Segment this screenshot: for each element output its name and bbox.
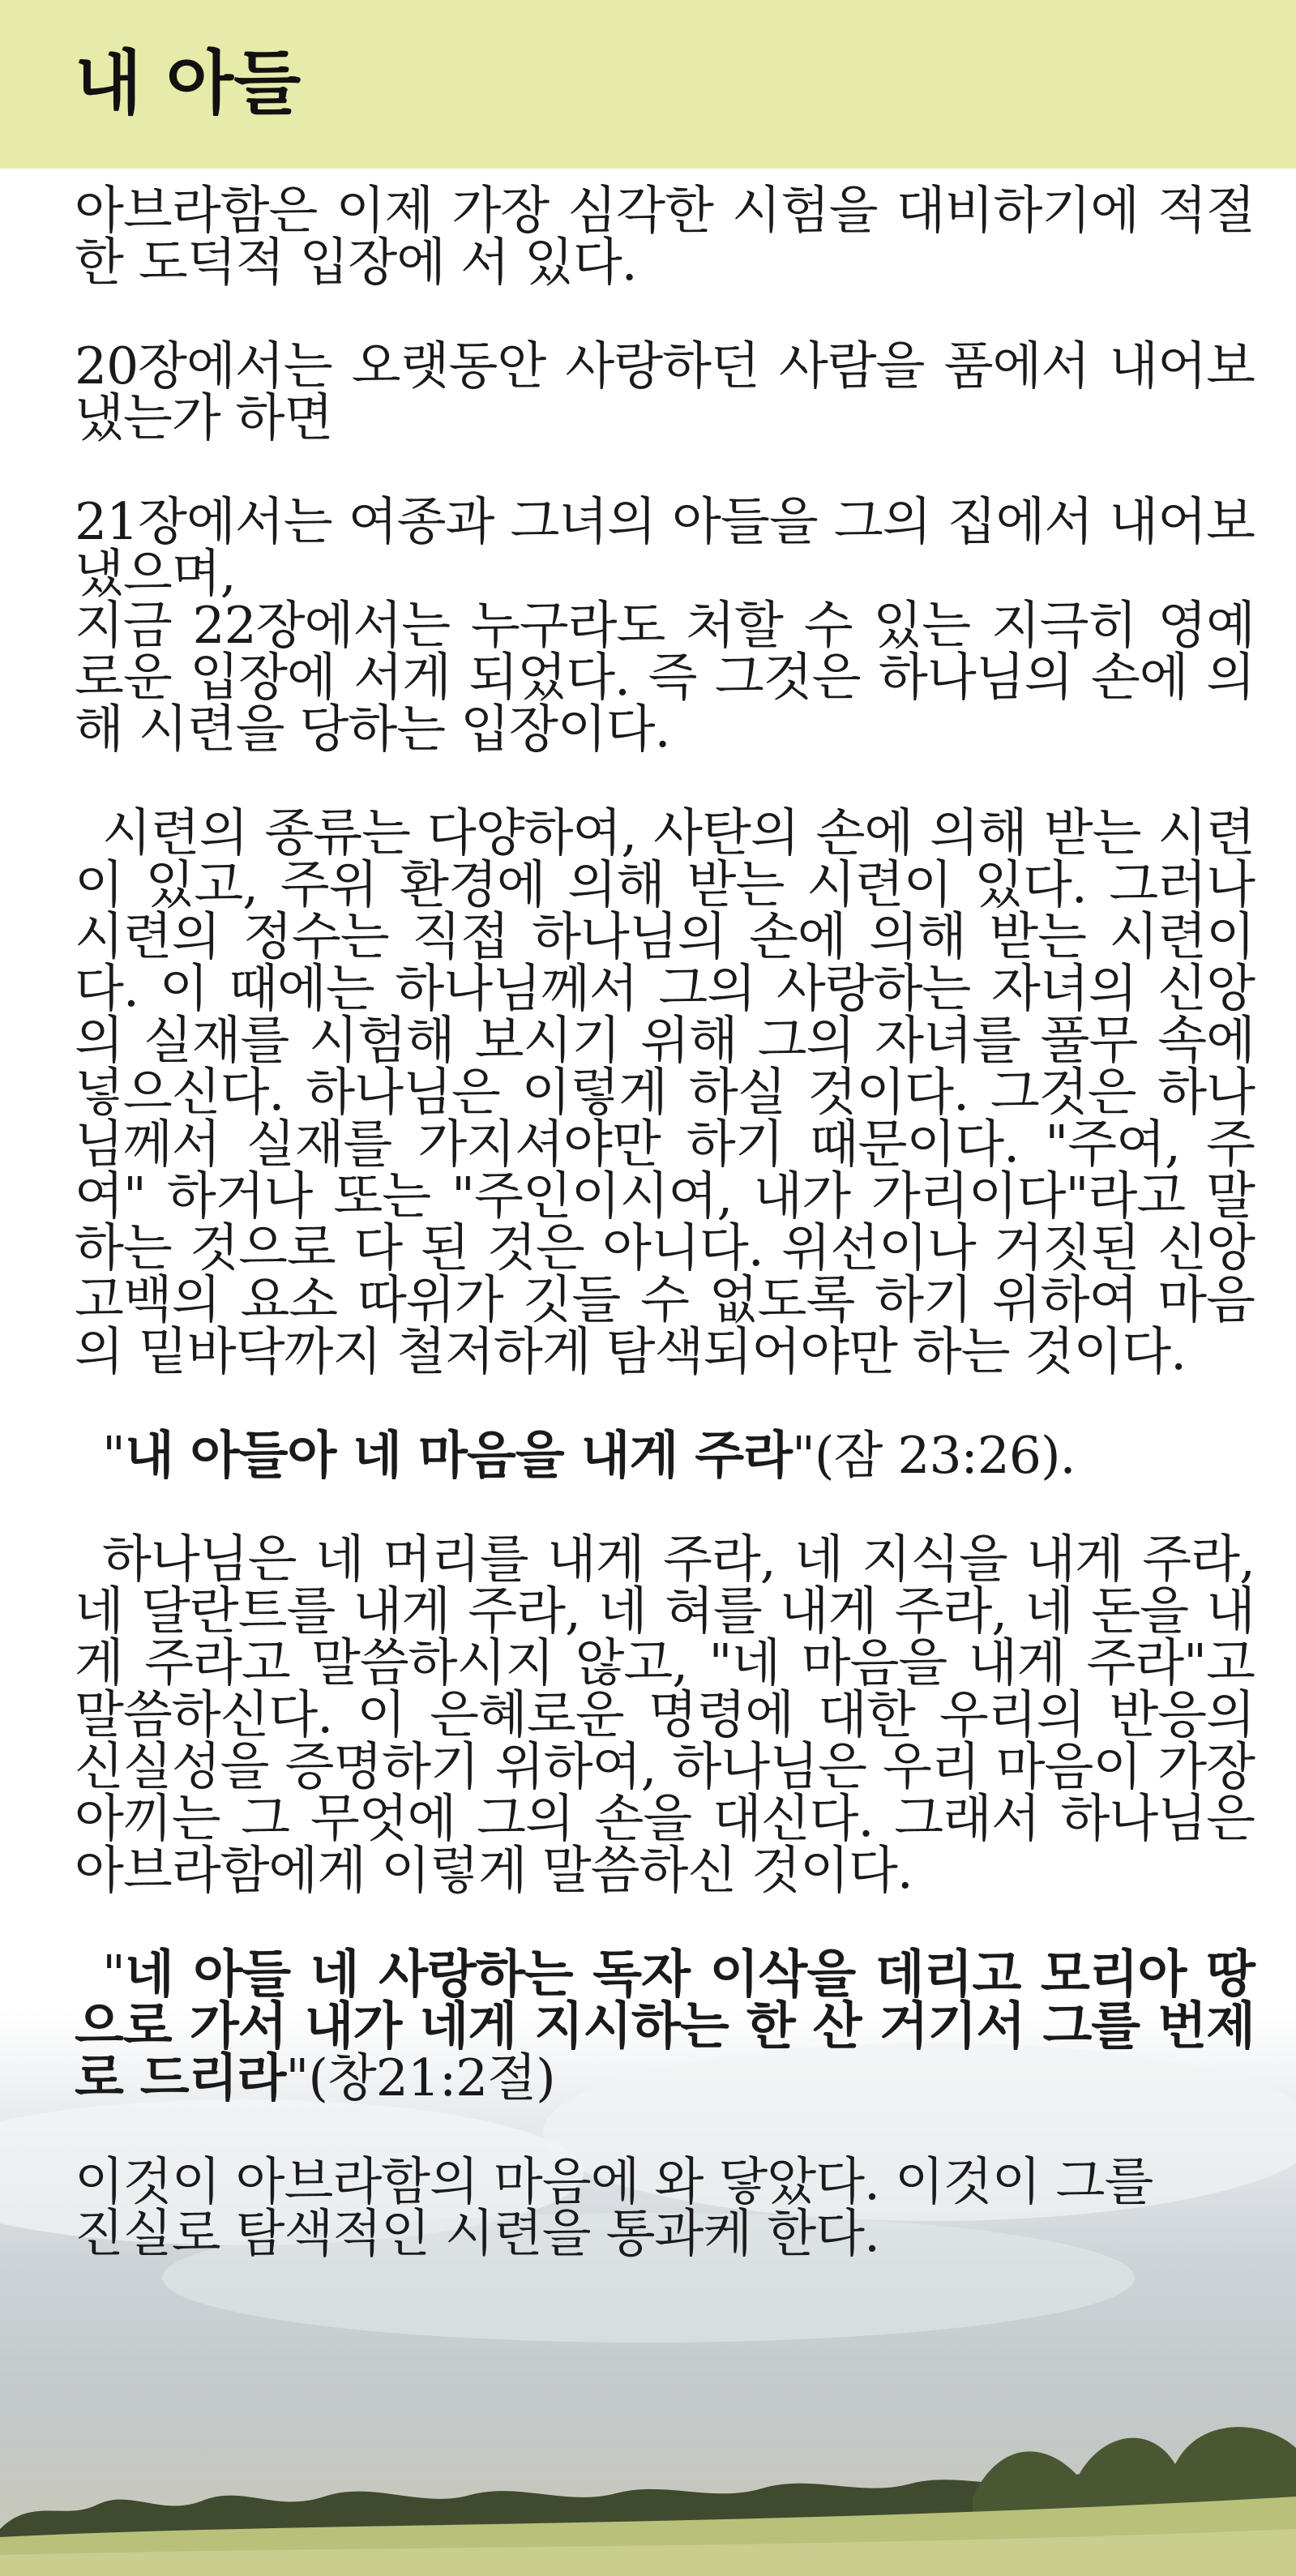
paragraph-4: 시련의 종류는 다양하여, 사탄의 손에 의해 받는 시련이 있고, 주위 환경에 의해 받는 시련이 있다. 그러나 시련의 정수는 직접 하나님의 손에 의해 받는 시련이다. 이 때에는 하나님께서 그의 사랑하는 자녀의 신앙의 실재를 시험해 보시기 위해 그의 자녀를 풀무 속에 넣으신다. 하나님은 이렇게 하실 것이다. 그것은 하나님께서 실재를 가지셔야만 하기 때문이다. "주여, 주여" 하거나 또는 "주인이시여, 내가 가리이다"라고 말하는 것으로 다 된 것은 아니다. 위선이나 거짓된 신앙고백의 요소 따위가 깃들 수 없도록 하기 위하여 마음의 밑바닥까지 철저하게 탐색되어야만 하는 것이다. [75,803,1255,1381]
quote-1-open: " [102,1426,125,1485]
article-body [75,181,1255,2263]
paragraph-3b: 지금 22장에서는 누구라도 처할 수 있는 지극히 영예로운 입장에 서게 되었다. 즉 그것은 하나님의 손에 의해 시련을 당하는 입장이다. [75,596,1255,759]
quote-2-open: " [102,1945,125,2004]
quote-1-text: 내 아들아 네 마음을 내게 주라 [124,1426,792,1485]
page-title: 내 아들 [75,43,302,124]
paragraph-5: 하나님은 네 머리를 내게 주라, 네 지식을 내게 주라, 네 달란트를 내게 주라, 네 혀를 내게 주라, 네 돈을 내게 주라고 말씀하시지 않고, "네 마음을 내게 주라"고 말씀하신다. 이 은혜로운 명령에 대한 우리의 반응의 신실성을 증명하기 위하여, 하나님은 우리 마음이 가장 아끼는 그 무엇에 그의 손을 대신다. 그래서 하나님은 아브라함에게 이렇게 말씀하신 것이다. [75,1530,1255,1900]
paragraph-6b: 진실로 탐색적인 시련을 통과케 한다. [75,2204,879,2263]
quote-2 [75,1945,1255,2107]
quote-2-text: 네 아들 네 사랑하는 독자 이삭을 데리고 모리아 땅으로 가서 내가 네게 지시하는 한 산 거기서 그를 번제로 드리라 [75,1945,1255,2107]
paragraph-6a: 이것이 아브라함의 마음에 와 닿았다. 이것이 그를 [75,2152,1153,2211]
paragraph-2: 20장에서는 오랫동안 사랑하던 사람을 품에서 내어보냈는가 하면 [75,336,1255,447]
paragraph-1: 아브라함은 이제 가장 심각한 시험을 대비하기에 적절한 도덕적 입장에 서 있다. [75,181,1255,292]
paragraph-3a: 21장에서는 여종과 그녀의 아들을 그의 집에서 내어보냈으며, [75,492,1255,603]
quote-1-reference: "(잠 23:26). [791,1426,1076,1485]
quote-1 [75,1426,1255,1485]
header-bar [0,0,1296,169]
quote-2-reference: "(창21:2절) [285,2048,555,2107]
